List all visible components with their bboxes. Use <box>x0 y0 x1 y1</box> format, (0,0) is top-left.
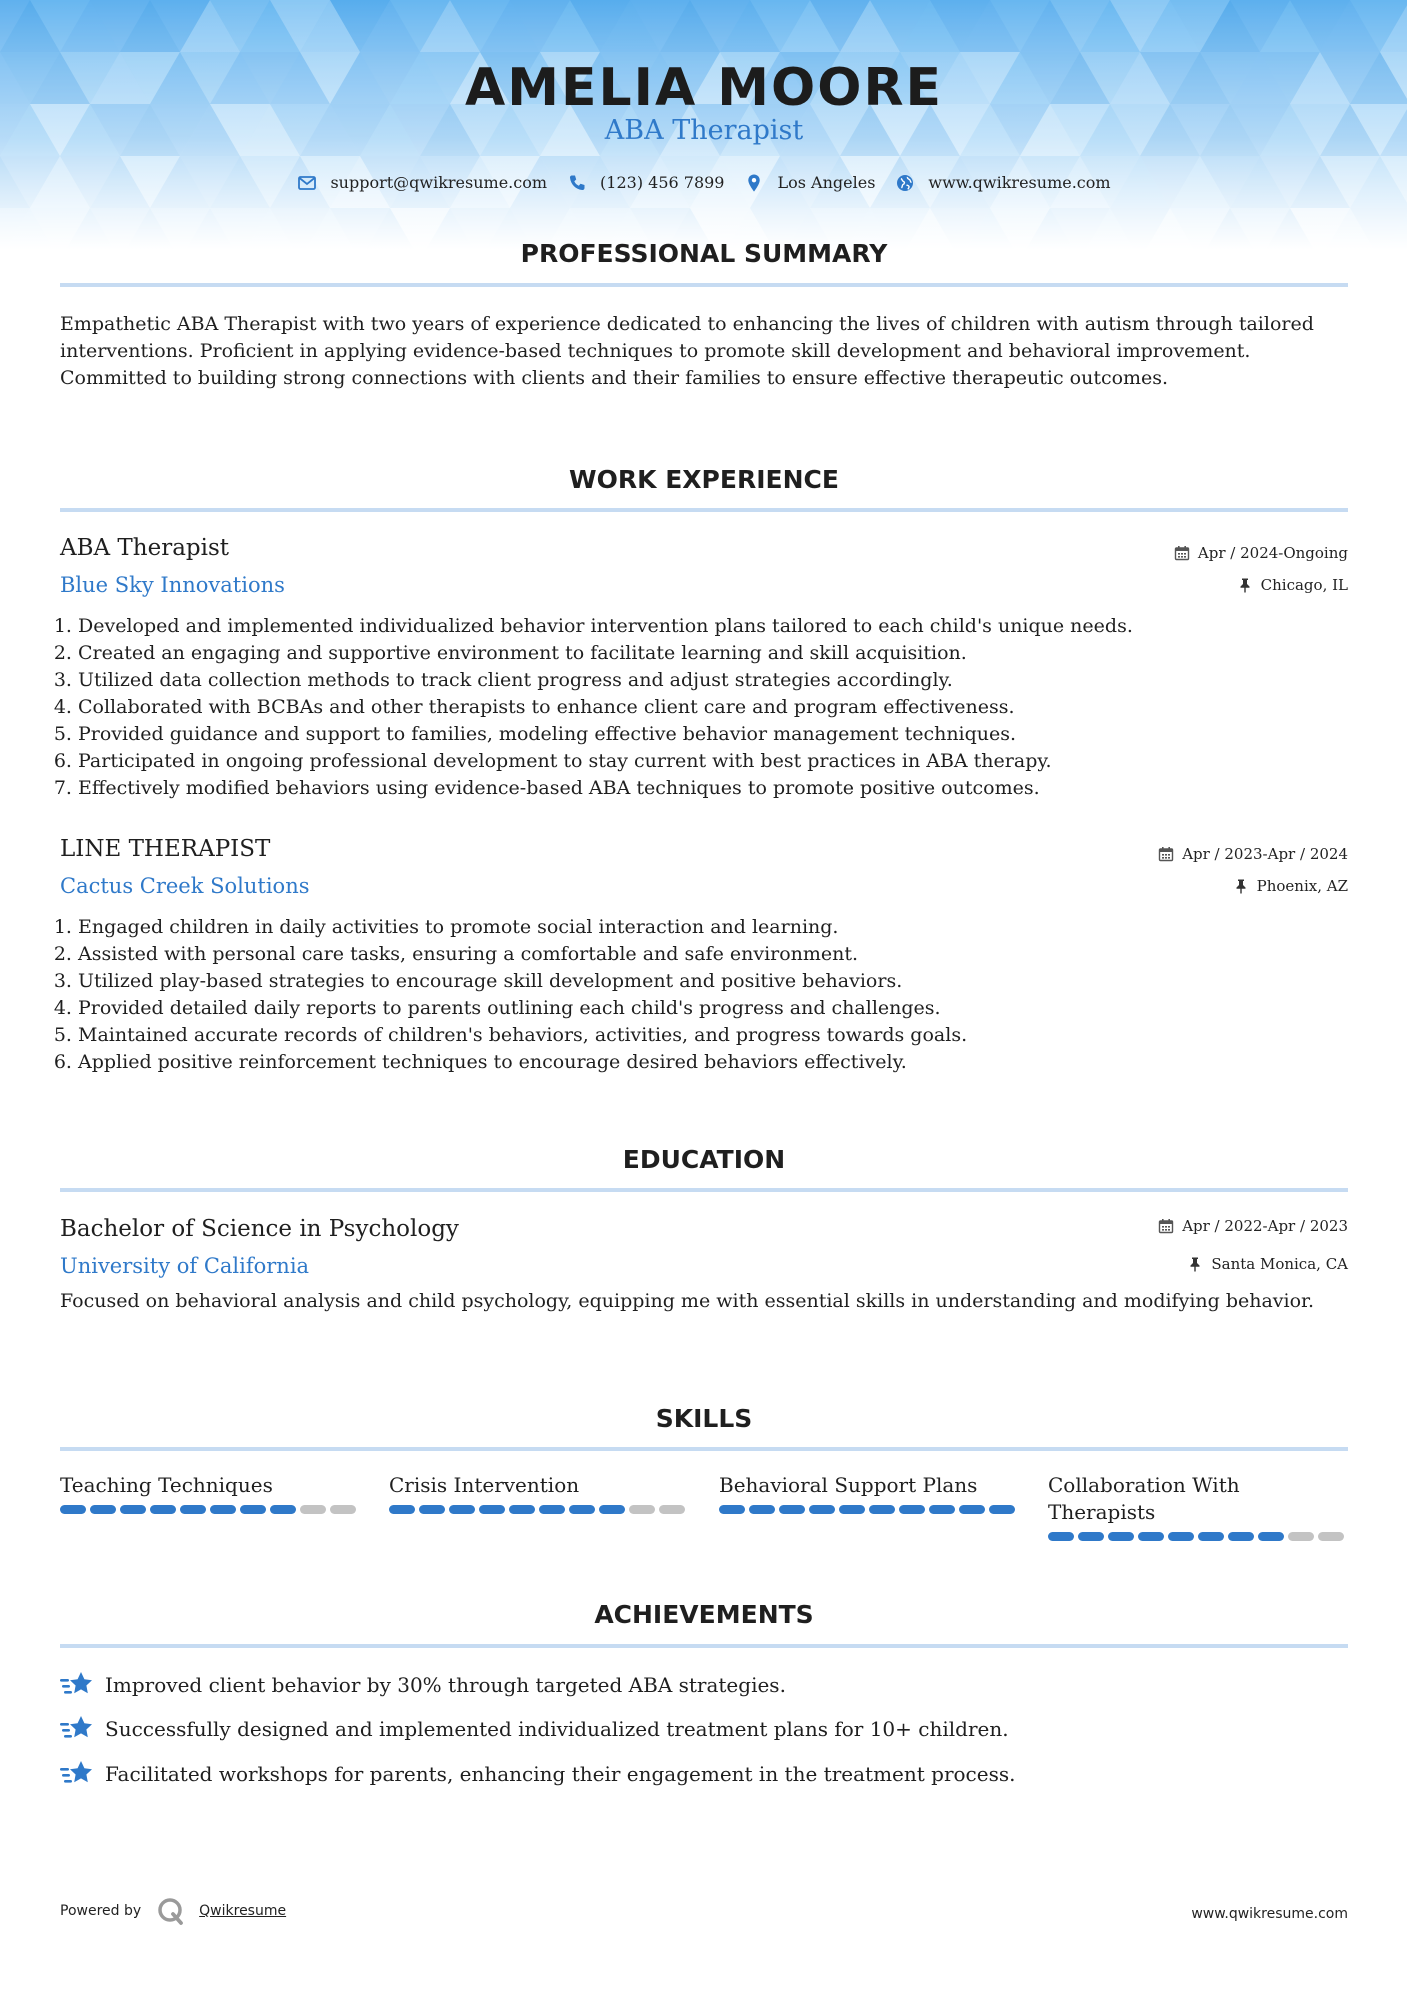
powered-by-label: Powered by <box>60 1903 142 1919</box>
calendar-icon <box>1158 846 1174 862</box>
skill-segment-filled <box>419 1505 445 1514</box>
skill-segment-filled <box>150 1505 176 1514</box>
job-1-location <box>1237 574 1348 596</box>
skill-label: Collaboration With Therapists <box>1048 1473 1240 1524</box>
list-item: 5. Provided guidance and support to families, modeling effective behavior management techniques. <box>78 721 1366 748</box>
list-item: 1. Engaged children in daily activities to promote social interaction and learning. <box>78 914 1366 941</box>
skill-segment-filled <box>959 1505 985 1514</box>
contact-email[interactable] <box>297 171 547 195</box>
education-divider <box>60 1188 1348 1192</box>
achievement-text: Improved client behavior by 30% through targeted ABA strategies. <box>105 1673 786 1697</box>
skill-segment-filled <box>1108 1532 1134 1541</box>
job-1-date-text: Apr / 2024-Ongoing <box>1197 544 1348 562</box>
skill-teaching-techniques <box>60 1472 360 1514</box>
globe-icon <box>895 173 915 193</box>
job-1-location-text: Chicago, IL <box>1260 576 1348 594</box>
list-item: 2. Assisted with personal care tasks, ensuring a comfortable and safe environment. <box>78 941 1366 968</box>
skill-segment-filled <box>60 1505 86 1514</box>
education-description: Focused on behavioral analysis and child psychology, equipping me with essential skills in understanding and modifying behavior. <box>60 1290 1315 1312</box>
list-item: 7. Effectively modified behaviors using evidence-based ABA techniques to promote positive outcomes. <box>78 775 1366 802</box>
list-item: 6. Applied positive reinforcement techniques to encourage desired behaviors effectively. <box>78 1049 1366 1076</box>
skill-segment-filled <box>1048 1532 1074 1541</box>
pushpin-icon <box>1233 878 1249 894</box>
skills-divider <box>60 1447 1348 1451</box>
skill-segment-filled <box>449 1505 475 1514</box>
map-pin-icon <box>744 173 764 193</box>
summary-divider <box>60 283 1348 287</box>
job-1-bullets <box>60 613 1366 802</box>
list-item: 1. Developed and implemented individualized behavior intervention plans tailored to each child's unique needs. <box>78 613 1366 640</box>
candidate-name: AMELIA MOORE <box>464 58 944 118</box>
list-item: 2. Created an engaging and supportive environment to facilitate learning and skill acquisition. <box>78 640 1366 667</box>
job-2-date-text: Apr / 2023-Apr / 2024 <box>1182 845 1348 863</box>
skill-level-bar <box>60 1505 360 1514</box>
summary-text: Empathetic ABA Therapist with two years of experience dedicated to enhancing the lives of children with autism through tailored interventions. Proficient in applying evidence-based techniques to promote skill development and behavioral improvement. Committed to building strong connections with clients and their families to ensure effective therapeutic outcomes. <box>60 313 1314 389</box>
job-2-date <box>1158 843 1348 865</box>
job-1-title: ABA Therapist <box>60 535 230 561</box>
calendar-icon <box>1174 545 1190 561</box>
achievement-item <box>60 1759 1015 1789</box>
skill-segment-filled <box>1168 1532 1194 1541</box>
list-item: 3. Utilized data collection methods to track client progress and adjust strategies accordingly. <box>78 667 1366 694</box>
achievement-text: Facilitated workshops for parents, enhancing their engagement in the treatment process. <box>105 1762 1016 1786</box>
envelope-icon <box>297 173 317 193</box>
skill-label: Crisis Intervention <box>389 1473 580 1497</box>
skill-level-bar <box>1048 1532 1348 1541</box>
achievement-text: Successfully designed and implemented individualized treatment plans for 10+ children. <box>105 1717 1009 1741</box>
job-2-location <box>1233 875 1348 897</box>
experience-heading: WORK EXPERIENCE <box>569 465 839 494</box>
skill-segment-filled <box>1078 1532 1104 1541</box>
skill-segment-filled <box>599 1505 625 1514</box>
list-item: 5. Maintained accurate records of children's behaviors, activities, and progress towards goals. <box>78 1022 1366 1049</box>
skill-level-bar <box>719 1505 1019 1514</box>
skill-segment-filled <box>989 1505 1015 1514</box>
skill-segment-filled <box>809 1505 835 1514</box>
skill-crisis-intervention <box>389 1472 689 1514</box>
skill-segment-filled <box>779 1505 805 1514</box>
footer-url[interactable]: www.qwikresume.com <box>1191 1906 1348 1922</box>
qwikresume-logo-icon <box>156 1896 186 1926</box>
achievements-heading: ACHIEVEMENTS <box>594 1600 814 1629</box>
skill-label: Behavioral Support Plans <box>719 1473 978 1497</box>
skill-segment-filled <box>539 1505 565 1514</box>
skill-segment-filled <box>1138 1532 1164 1541</box>
skill-segment-filled <box>719 1505 745 1514</box>
skill-segment-empty <box>659 1505 685 1514</box>
skill-segment-filled <box>210 1505 236 1514</box>
footer-powered-by <box>60 1896 286 1926</box>
education-school: University of California <box>60 1254 310 1278</box>
education-location-text: Santa Monica, CA <box>1211 1255 1348 1273</box>
calendar-icon <box>1158 1218 1174 1234</box>
skill-segment-filled <box>1258 1532 1284 1541</box>
pushpin-icon <box>1187 1256 1203 1272</box>
skill-segment-filled <box>120 1505 146 1514</box>
job-1-company: Blue Sky Innovations <box>60 573 285 597</box>
star-icon <box>60 1714 94 1744</box>
job-2-title: LINE THERAPIST <box>60 836 271 862</box>
skill-label: Teaching Techniques <box>60 1473 273 1497</box>
skill-segment-empty <box>1318 1532 1344 1541</box>
education-location <box>1187 1253 1348 1275</box>
job-2-bullets <box>60 914 1366 1076</box>
skill-segment-filled <box>90 1505 116 1514</box>
job-2-company: Cactus Creek Solutions <box>60 874 310 898</box>
contact-phone[interactable] <box>567 171 724 195</box>
skill-segment-filled <box>929 1505 955 1514</box>
contact-email-text: support@qwikresume.com <box>330 173 548 192</box>
achievement-item <box>60 1670 786 1700</box>
job-2-location-text: Phoenix, AZ <box>1256 877 1348 895</box>
achievement-item <box>60 1714 1009 1744</box>
skill-segment-filled <box>1228 1532 1254 1541</box>
contact-phone-text: (123) 456 7899 <box>600 173 725 192</box>
contact-location <box>744 171 875 195</box>
skill-segment-filled <box>240 1505 266 1514</box>
achievements-divider <box>60 1644 1348 1648</box>
skill-segment-filled <box>899 1505 925 1514</box>
skill-behavioral-support-plans <box>719 1472 1019 1514</box>
list-item: 4. Provided detailed daily reports to parents outlining each child's progress and challenges. <box>78 995 1366 1022</box>
education-degree: Bachelor of Science in Psychology <box>60 1216 459 1242</box>
summary-heading: PROFESSIONAL SUMMARY <box>520 239 888 268</box>
skill-segment-filled <box>509 1505 535 1514</box>
skill-segment-empty <box>1288 1532 1314 1541</box>
contact-website[interactable] <box>895 171 1110 195</box>
skill-segment-empty <box>330 1505 356 1514</box>
list-item: 6. Participated in ongoing professional development to stay current with best practices in ABA therapy. <box>78 748 1366 775</box>
education-date <box>1158 1215 1348 1237</box>
experience-divider <box>60 508 1348 512</box>
contact-location-text: Los Angeles <box>777 173 876 192</box>
skill-segment-empty <box>629 1505 655 1514</box>
phone-icon <box>567 173 587 193</box>
education-heading: EDUCATION <box>622 1145 786 1174</box>
pushpin-icon <box>1237 577 1253 593</box>
skill-level-bar <box>389 1505 689 1514</box>
list-item: 4. Collaborated with BCBAs and other therapists to enhance client care and program effectiveness. <box>78 694 1366 721</box>
education-date-text: Apr / 2022-Apr / 2023 <box>1182 1217 1348 1235</box>
skill-segment-filled <box>389 1505 415 1514</box>
skill-segment-filled <box>1198 1532 1224 1541</box>
star-icon <box>60 1670 94 1700</box>
skill-segment-filled <box>479 1505 505 1514</box>
skill-segment-filled <box>569 1505 595 1514</box>
skill-segment-filled <box>839 1505 865 1514</box>
skill-segment-filled <box>180 1505 206 1514</box>
job-1-date <box>1174 542 1348 564</box>
contact-bar <box>60 171 1348 195</box>
skill-collaboration-with-therapists <box>1048 1472 1348 1541</box>
list-item: 3. Utilized play-based strategies to encourage skill development and positive behaviors. <box>78 968 1366 995</box>
star-icon <box>60 1759 94 1789</box>
candidate-title: ABA Therapist <box>604 115 804 146</box>
skills-heading: SKILLS <box>655 1404 753 1433</box>
qwikresume-link[interactable]: Qwikresume <box>199 1903 287 1919</box>
skill-segment-filled <box>749 1505 775 1514</box>
skill-segment-filled <box>270 1505 296 1514</box>
contact-website-text: www.qwikresume.com <box>928 173 1111 192</box>
skill-segment-filled <box>869 1505 895 1514</box>
skill-segment-empty <box>300 1505 326 1514</box>
